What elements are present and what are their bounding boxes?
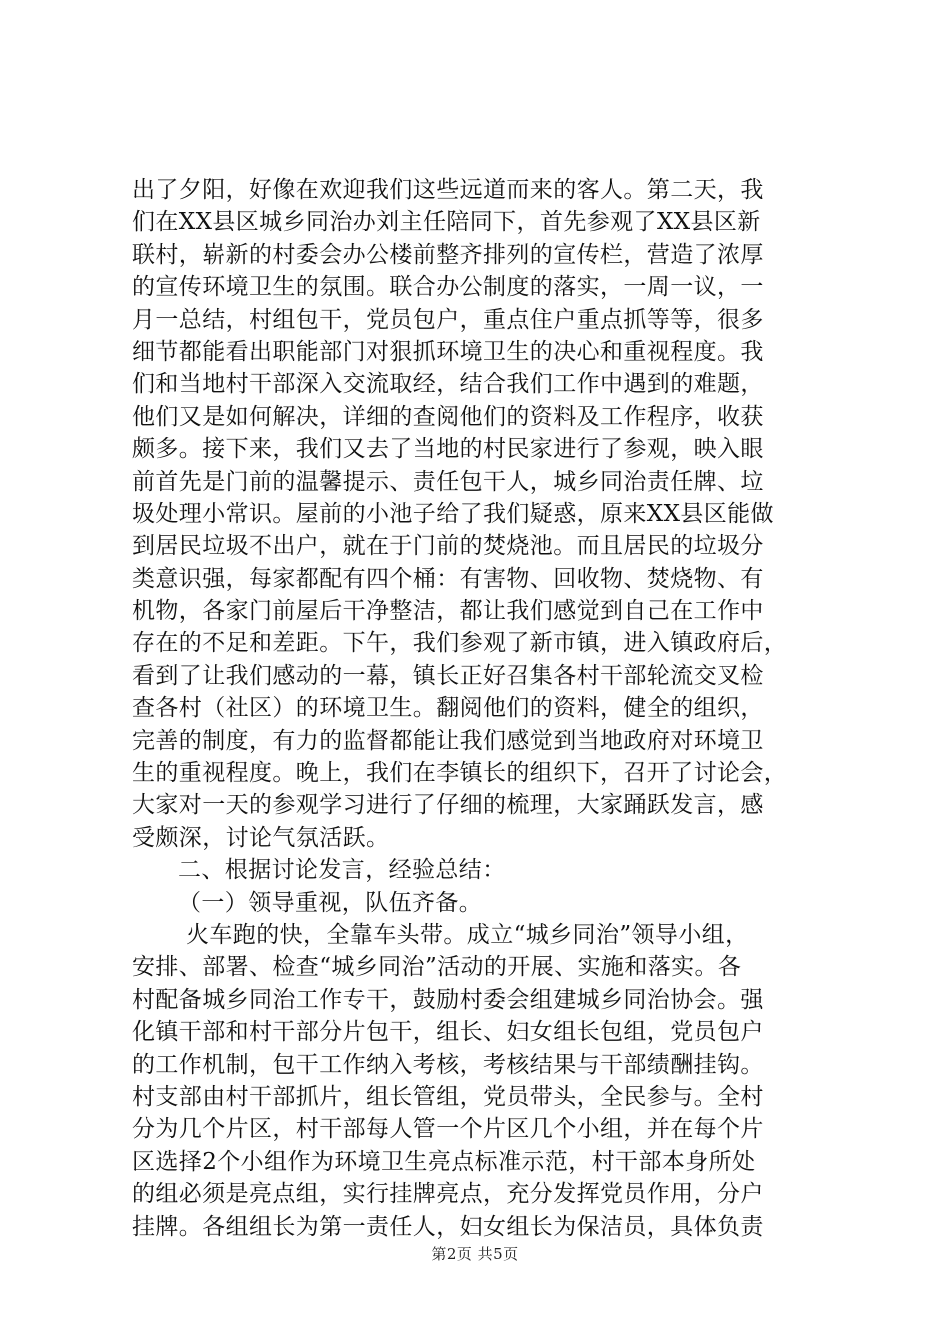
page-number: 第2页 共5页 [431,1245,519,1263]
text-line: 月一总结，村组包干，党员包户，重点住户重点抓等等，很多 [132,306,764,333]
text-line: 分为几个片区，村干部每人管一个片区几个小组，并在每个片 [132,1116,764,1143]
text-line: 生的重视程度。晚上，我们在李镇长的组织下，召开了讨论会， [132,760,788,787]
text-line: 存在的不足和差距。下午，我们参观了新市镇，进入镇政府后， [132,630,788,657]
text-line: 完善的制度，有力的监督都能让我们感觉到当地政府对环境卫 [132,727,764,754]
text-line: 村配备城乡同治工作专干，鼓励村委会组建城乡同治协会。强 [132,986,764,1013]
text-line: 到居民垃圾不出户，就在于门前的焚烧池。而且居民的垃圾分 [132,533,764,560]
text-line: 村支部由村干部抓片，组长管组，党员带头，全民参与。全村 [132,1083,764,1110]
page-footer [0,1243,950,1264]
text-line: 圾处理小常识。屋前的小池子给了我们疑惑，原来XX县区能做 [132,500,774,527]
text-line: 前首先是门前的温馨提示、责任包干人，城乡同治责任牌、垃 [132,468,764,495]
text-line: 机物，各家门前屋后干净整洁，都让我们感觉到自己在工作中 [132,598,764,625]
text-line: 的工作机制，包干工作纳入考核，考核结果与干部绩酬挂钩。 [132,1051,764,1078]
text-line: 他们又是如何解决，详细的查阅他们的资料及工作程序，收获 [132,403,764,430]
paragraph-continued [132,174,832,854]
text-line: 挂牌。各组组长为第一责任人，妇女组长为保洁员，具体负责 [132,1213,764,1240]
text-line: 颇多。接下来，我们又去了当地的村民家进行了参观，映入眼 [132,436,764,463]
text-line: 出了夕阳，好像在欢迎我们这些远道而来的客人。第二天，我 [132,177,764,203]
text-line: 们和当地村干部深入交流取经，结合我们工作中遇到的难题， [132,371,764,398]
text-line: 区选择2个小组作为环境卫生亮点标准示范，村干部本身所处 [132,1148,756,1175]
subsection-heading: （一）领导重视，队伍齐备。 [178,889,483,916]
text-line: 火车跑的快，全靠车头带。成立“城乡同治”领导小组， [186,921,749,948]
text-line: 的组必须是亮点组，实行挂牌亮点，充分发挥党员作用，分户 [132,1181,764,1208]
document-body [132,174,832,1243]
text-line: 细节都能看出职能部门对狠抓环境卫生的决心和重视程度。我 [132,338,764,365]
text-line: 的宣传环境卫生的氛围。联合办公制度的落实，一周一议，一 [132,274,764,301]
text-line: 类意识强，每家都配有四个桶：有害物、回收物、焚烧物、有 [132,565,764,592]
paragraph-two [132,919,832,1243]
text-line: 化镇干部和村干部分片包干，组长、妇女组长包组，党员包户 [132,1019,764,1046]
text-line: 查各村（社区）的环境卫生。翻阅他们的资料，健全的组织， [132,695,764,722]
text-line: 安排、部署、检查“城乡同治”活动的开展、实施和落实。各 [132,954,742,981]
text-line: 联村，崭新的村委会办公楼前整齐排列的宣传栏，营造了浓厚 [132,241,764,268]
text-line: 们在XX县区城乡同治办刘主任陪同下，首先参观了XX县区新 [132,209,761,236]
text-line: 看到了让我们感动的一幕，镇长正好召集各村干部轮流交叉检 [132,662,764,689]
section-heading: 二、根据讨论发言，经验总结： [178,857,506,884]
text-line: 大家对一天的参观学习进行了仔细的梳理，大家踊跃发言，感 [132,792,764,819]
text-line: 受颇深，讨论气氛活跃。 [132,824,390,851]
